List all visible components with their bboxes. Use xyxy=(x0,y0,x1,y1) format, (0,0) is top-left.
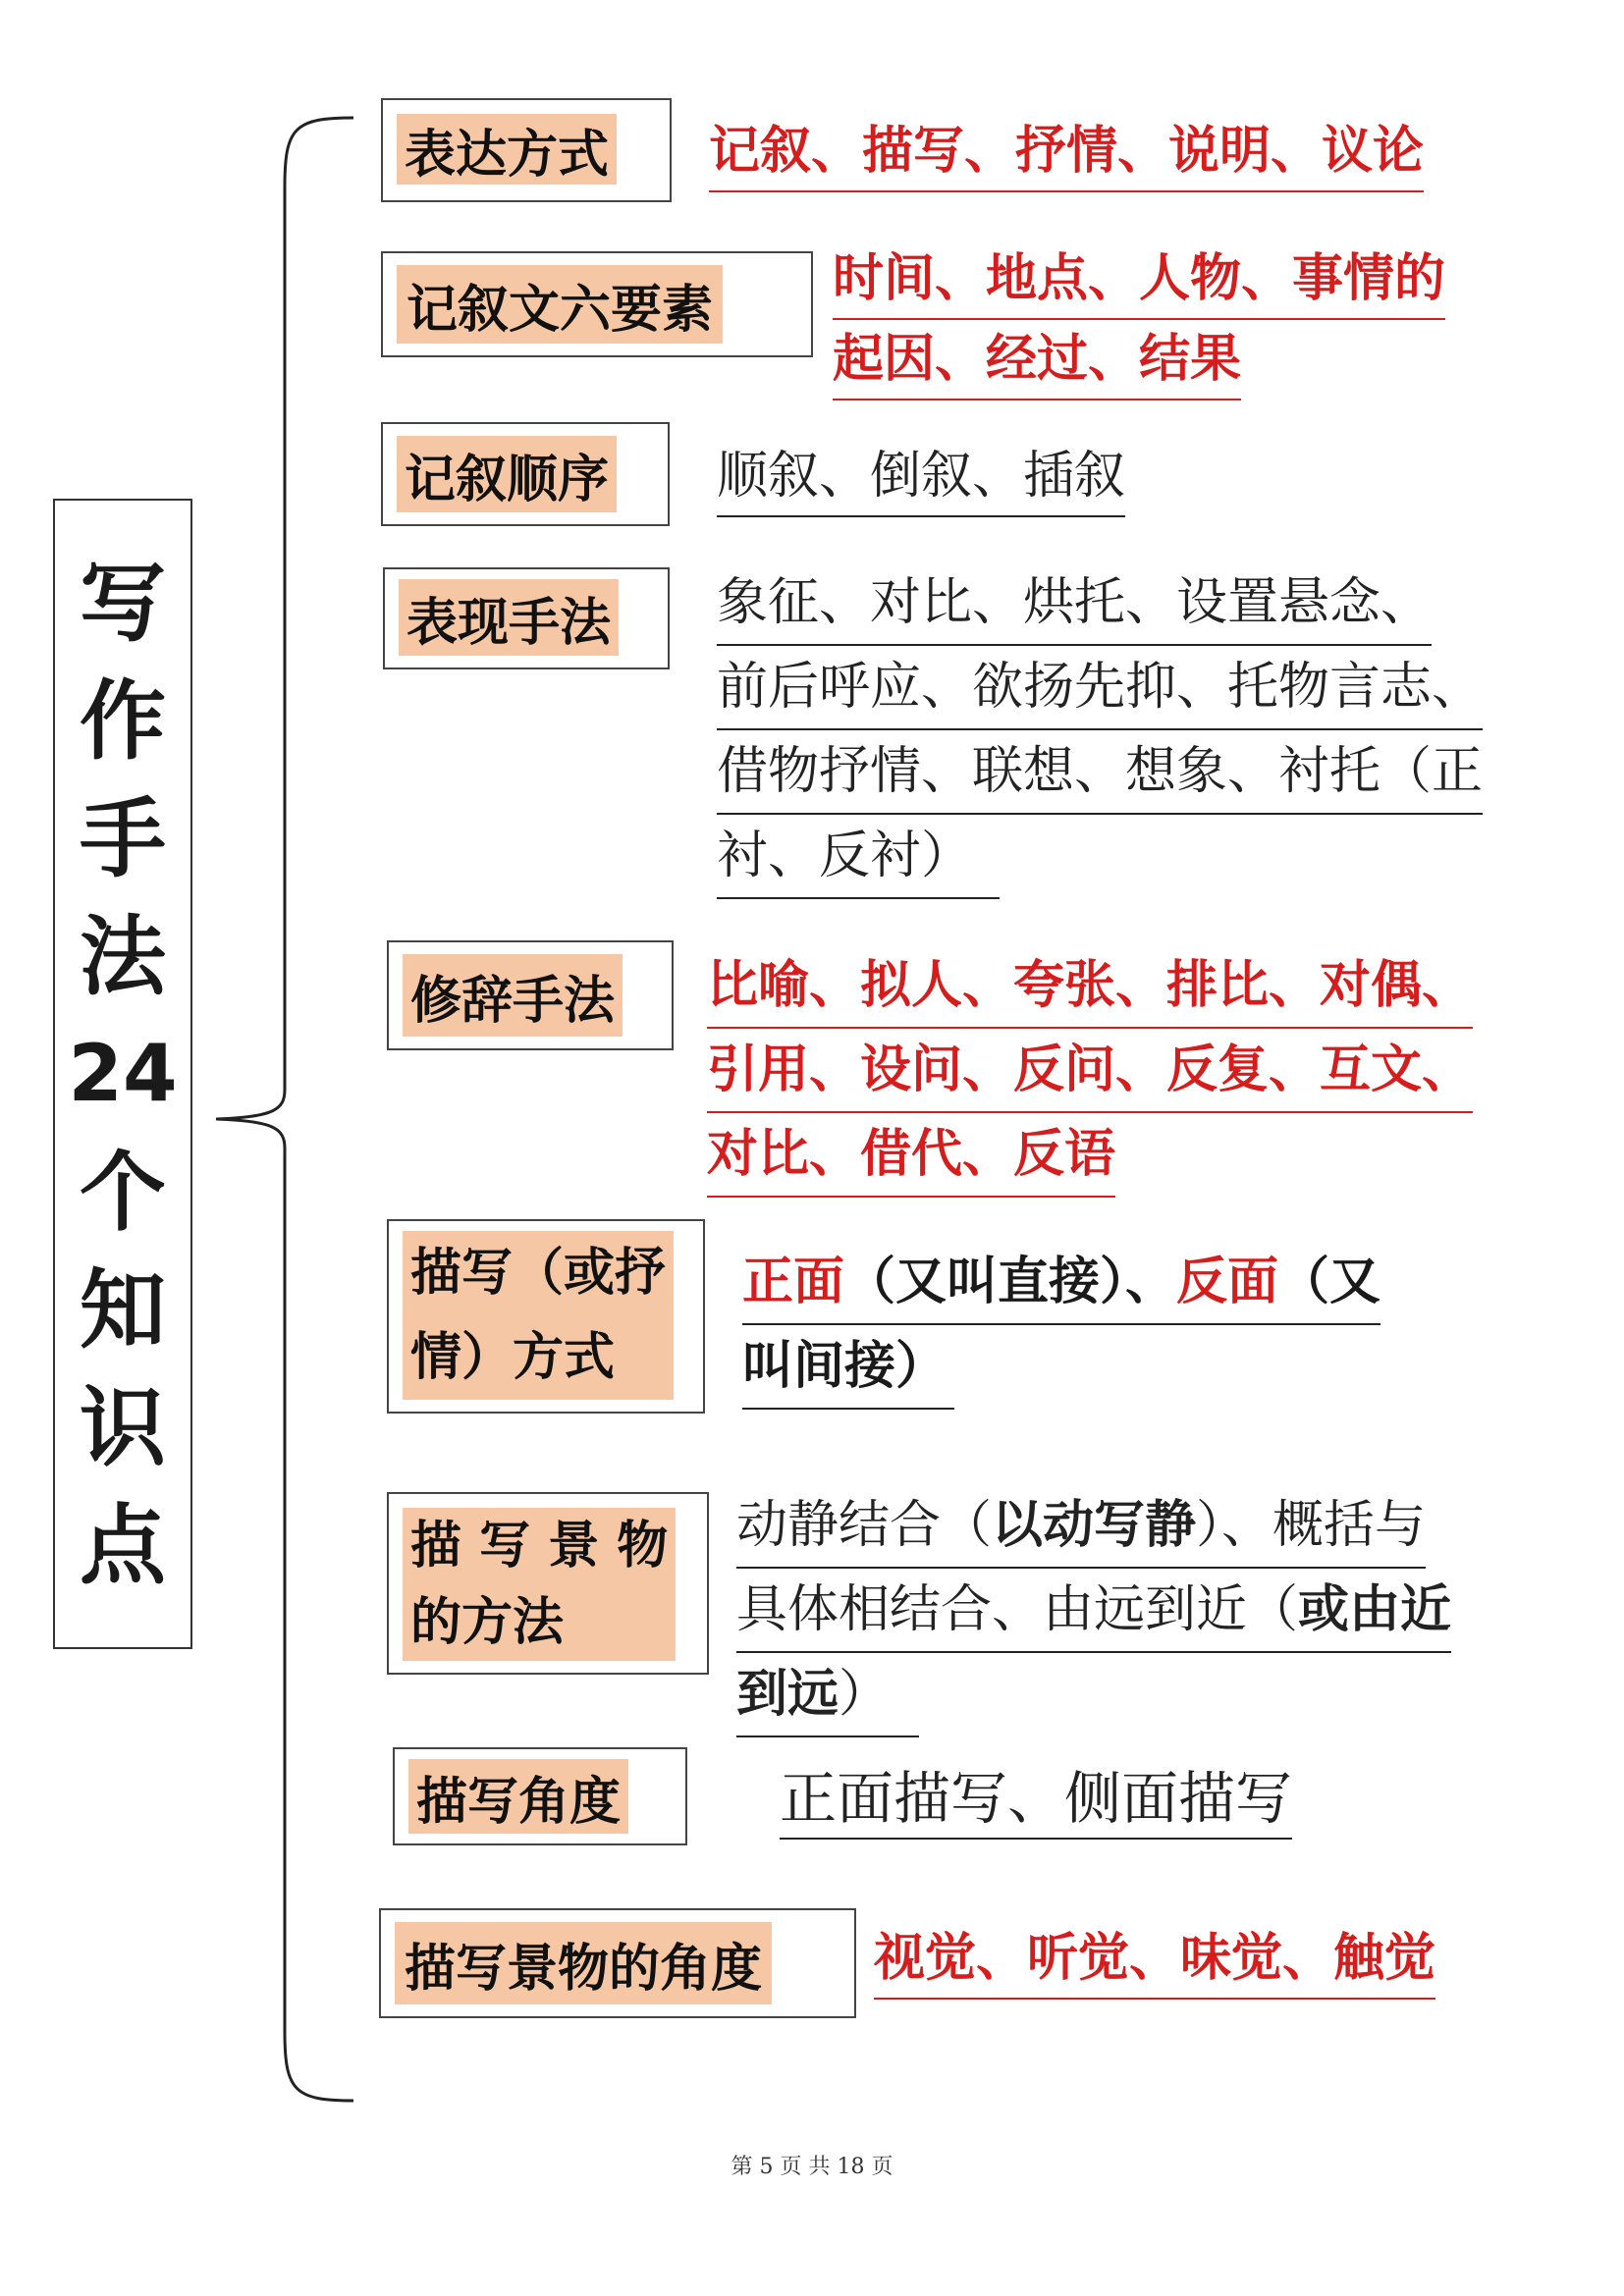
content-six-elements xyxy=(833,240,1445,400)
content-scenery-methods xyxy=(736,1484,1451,1737)
category-label-line: 的方法 xyxy=(410,1592,565,1652)
category-label xyxy=(403,1231,674,1400)
main-title-box xyxy=(53,499,192,1649)
content-line: 比喻、拟人、夸张、排比、对偶、 xyxy=(707,944,1473,1029)
content-line: 起因、经过、结果 xyxy=(833,320,1241,400)
content-text: 具体相结合、由远到近（ xyxy=(736,1580,1299,1639)
content-line: 对比、借代、反语 xyxy=(707,1113,1115,1198)
content-line xyxy=(736,1484,1426,1569)
category-label xyxy=(403,1508,676,1661)
title-char: 作 xyxy=(79,669,166,772)
content-narrative-order xyxy=(717,437,1125,517)
content-techniques xyxy=(717,561,1483,899)
category-label: 记叙顺序 xyxy=(397,436,617,512)
content-bold-text: 以动写静 xyxy=(992,1495,1197,1555)
content-line: 衬、反衬） xyxy=(717,815,1000,899)
content-line xyxy=(736,1653,919,1737)
title-char: 写 xyxy=(79,552,166,654)
content-scenery-angle xyxy=(874,1919,1435,2000)
category-label: 表达方式 xyxy=(397,114,617,185)
content-line: 前后呼应、欲扬先抑、托物言志、 xyxy=(717,646,1483,730)
content-line: 借物抒情、联想、想象、衬托（正 xyxy=(717,730,1483,815)
content-description-mode xyxy=(742,1241,1380,1410)
content-description-angle xyxy=(780,1759,1292,1840)
content-red-text: 正面 xyxy=(742,1252,845,1311)
category-label: 修辞手法 xyxy=(403,954,623,1037)
title-char: 手 xyxy=(79,787,166,889)
category-label-line: 描写（或抒 xyxy=(410,1243,667,1303)
content-bold-text: 或由近 xyxy=(1298,1579,1452,1639)
content-text: ）、概括与 xyxy=(1196,1496,1427,1555)
content-rhetoric xyxy=(707,944,1473,1198)
content-text: （又叫直接）、 xyxy=(844,1252,1177,1311)
content-line: 记叙、描写、抒情、说明、议论 xyxy=(709,112,1424,192)
title-char: 法 xyxy=(79,905,166,1007)
content-red-text: 反面 xyxy=(1176,1252,1279,1311)
content-line xyxy=(736,1569,1451,1653)
content-line: 引用、设问、反问、反复、互文、 xyxy=(707,1029,1473,1113)
title-char: 知 xyxy=(79,1258,166,1361)
content-line: 象征、对比、烘托、设置悬念、 xyxy=(717,561,1432,646)
title-char: 个 xyxy=(79,1141,166,1243)
category-label: 记叙文六要素 xyxy=(397,265,723,344)
category-label: 表现手法 xyxy=(399,579,619,656)
content-text: ） xyxy=(839,1665,891,1724)
curly-brace xyxy=(206,108,363,2110)
content-expression xyxy=(709,112,1424,192)
title-char: 识 xyxy=(79,1376,166,1478)
content-line: 正面描写、侧面描写 xyxy=(780,1759,1292,1840)
title-number: 24 xyxy=(68,1028,178,1119)
content-text: 动静结合（ xyxy=(736,1496,993,1555)
content-line: 视觉、听觉、味觉、触觉 xyxy=(874,1919,1435,2000)
content-line: 顺叙、倒叙、插叙 xyxy=(717,437,1125,517)
category-label-line: 描 写 景 物 xyxy=(410,1516,669,1575)
category-label-line: 情）方式 xyxy=(410,1327,616,1387)
content-line: 叫间接） xyxy=(742,1325,954,1410)
page-footer: 第 5 页 共 18 页 xyxy=(731,2155,893,2179)
category-label: 描写角度 xyxy=(408,1759,628,1834)
content-bold-text: 到远 xyxy=(736,1664,839,1724)
content-line: 时间、地点、人物、事情的 xyxy=(833,240,1445,320)
title-char: 点 xyxy=(79,1494,166,1596)
content-line xyxy=(742,1241,1380,1325)
category-label: 描写景物的角度 xyxy=(395,1922,772,2004)
content-text: （又 xyxy=(1278,1252,1381,1311)
